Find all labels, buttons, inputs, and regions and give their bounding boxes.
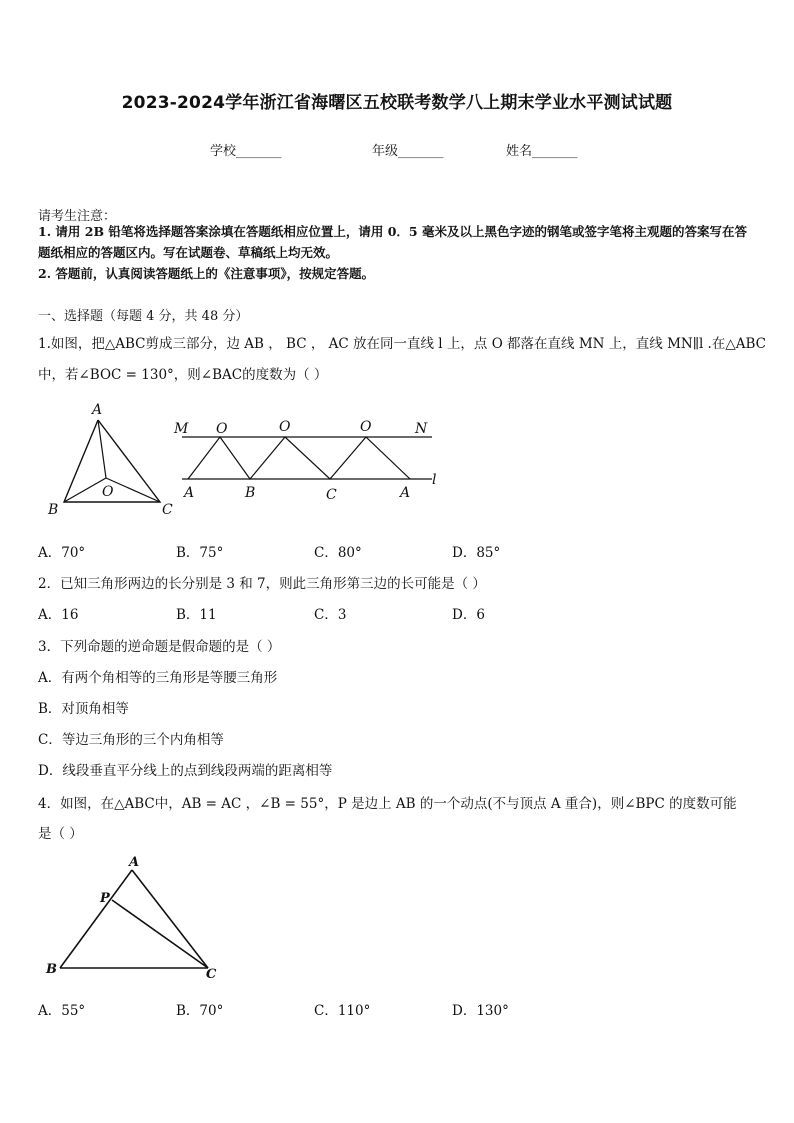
q1-lines-figure bbox=[170, 412, 450, 512]
label-M: M bbox=[174, 421, 189, 437]
q4-text-line2: 是（ ） bbox=[38, 826, 83, 842]
q3-option-d[interactable]: D．线段垂直平分线上的点到线段两端的距离相等 bbox=[38, 763, 333, 779]
q4-option-d[interactable]: D．130° bbox=[452, 1003, 509, 1019]
q1-option-c[interactable]: C．80° bbox=[314, 545, 362, 561]
school-field[interactable]: 学校_______ bbox=[210, 144, 282, 159]
label-l: l bbox=[432, 472, 437, 488]
notice-heading: 请考生注意： bbox=[38, 209, 117, 224]
q1-text-line1: 1.如图，把△ABC剪成三部分，边 AB ， BC ， AC 放在同一直线 l 上，点 O 都落在直线 MN 上，直线 MN∥l .在△ABC bbox=[38, 336, 766, 352]
notice-item-1: 1. 请用 2B 铅笔将选择题答案涂填在答题纸相应位置上，请用 0．5 毫米及以上黑色字迹的钢笔或签字笔将主观题的答案写在答题纸相应的答题区内。写在试题卷、草稿纸上均无效。 bbox=[38, 224, 747, 260]
q1-text-line2: 中，若∠BOC = 130°，则∠BAC的度数为（ ） bbox=[38, 367, 328, 383]
section-heading: 一、选择题（每题 4 分，共 48 分） bbox=[38, 309, 249, 324]
q3-option-c[interactable]: C．等边三角形的三个内角相等 bbox=[38, 732, 224, 748]
q3-option-b[interactable]: B．对顶角相等 bbox=[38, 701, 129, 717]
q4-option-c[interactable]: C．110° bbox=[314, 1003, 371, 1019]
label-N: N bbox=[415, 421, 428, 437]
label-C-line: C bbox=[326, 487, 337, 503]
q3-option-a[interactable]: A．有两个角相等的三角形是等腰三角形 bbox=[38, 670, 278, 686]
q4-triangle-figure bbox=[40, 852, 230, 986]
q2-option-a[interactable]: A．16 bbox=[38, 607, 79, 623]
label-O-2: O bbox=[279, 419, 291, 435]
label-A-1: A bbox=[184, 485, 195, 501]
grade-field[interactable]: 年级_______ bbox=[372, 144, 444, 159]
label-O-3: O bbox=[360, 419, 372, 435]
page-title: 2023-2024学年浙江省海曙区五校联考数学八上期末学业水平测试试题 bbox=[121, 93, 673, 113]
name-field[interactable]: 姓名_______ bbox=[506, 144, 578, 159]
label-C: C bbox=[162, 502, 173, 518]
q2-option-b[interactable]: B．11 bbox=[176, 607, 217, 623]
q2-option-d[interactable]: D．6 bbox=[452, 607, 485, 623]
q1-option-b[interactable]: B．75° bbox=[176, 545, 224, 561]
label-A: A bbox=[92, 402, 103, 418]
label-B: B bbox=[48, 502, 59, 518]
notice-item-2: 2. 答题前，认真阅读答题纸上的《注意事项》，按规定答题。 bbox=[38, 266, 375, 281]
label-O: O bbox=[102, 484, 114, 500]
label-C: C bbox=[206, 967, 217, 982]
label-B-line: B bbox=[245, 485, 256, 501]
q4-option-b[interactable]: B．70° bbox=[176, 1003, 224, 1019]
q3-text: 3．下列命题的逆命题是假命题的是（ ） bbox=[38, 639, 281, 655]
q4-text-line1: 4．如图，在△ABC中，AB = AC ，∠B = 55°，P 是边上 AB 的一个动点(不与顶点 A 重合)，则∠BPC 的度数可能 bbox=[38, 796, 737, 812]
label-A-2: A bbox=[400, 485, 411, 501]
q1-option-d[interactable]: D．85° bbox=[452, 545, 501, 561]
q4-option-a[interactable]: A．55° bbox=[38, 1003, 86, 1019]
label-O-1: O bbox=[216, 421, 228, 437]
label-B: B bbox=[46, 962, 57, 977]
q1-option-a[interactable]: A．70° bbox=[38, 545, 86, 561]
label-P: P bbox=[100, 891, 110, 906]
q2-text: 2．已知三角形两边的长分别是 3 和 7，则此三角形第三边的长可能是（ ） bbox=[38, 576, 486, 592]
q2-option-c[interactable]: C．3 bbox=[314, 607, 347, 623]
q1-triangle-figure bbox=[40, 398, 190, 520]
label-A: A bbox=[129, 855, 140, 870]
